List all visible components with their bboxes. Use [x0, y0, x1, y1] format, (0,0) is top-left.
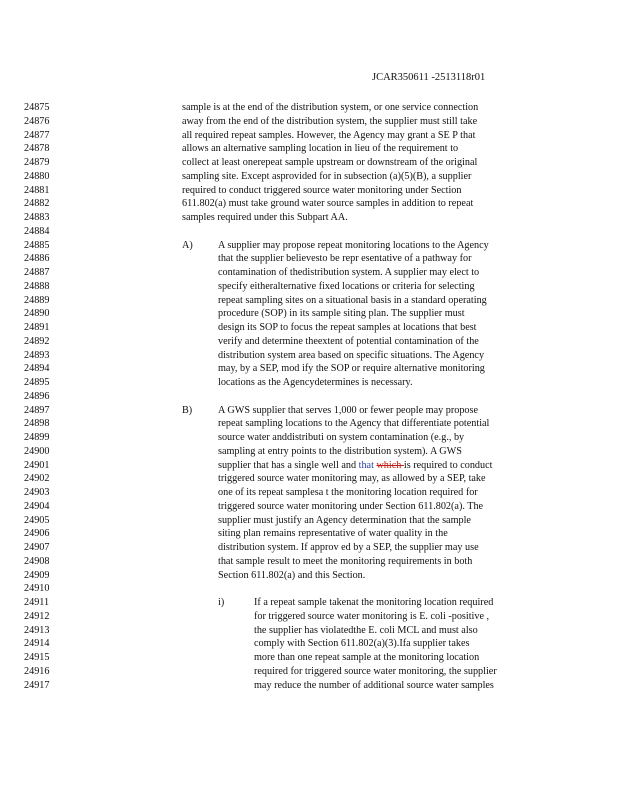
line-number: 24879 — [24, 157, 50, 168]
subsection-label: i) — [218, 597, 225, 608]
line-text: supplier that has a single well and that which is required to conduct — [218, 459, 493, 471]
line-number: 24897 — [24, 404, 50, 416]
line-text: contamination of thedistribution system. A supplier may elect to — [218, 267, 480, 278]
line-number: 24881 — [24, 184, 50, 196]
line-number: 24890 — [24, 308, 50, 320]
line-text: sampling at entry points to the distribution system). A GWS — [218, 445, 462, 457]
line-number: 24892 — [24, 335, 50, 347]
line-text: more than one repeat sample at the monitoring location — [254, 652, 480, 663]
line-number: 24911 — [24, 597, 50, 608]
line-text: siting plan remains representative of water quality in the — [218, 528, 448, 540]
line-text: distribution system area based on specific situations. The Agency — [218, 349, 485, 361]
line-number: 24877 — [24, 129, 50, 141]
line-number: 24882 — [24, 198, 50, 210]
line-text: supplier must justify an Agency determination that the sample — [218, 514, 471, 526]
line-text: triggered source water monitoring may, as allowed by a SEP, take — [218, 473, 486, 485]
line-text: all required repeat samples. However, the Agency may grant a SE P that — [182, 129, 476, 141]
line-number: 24896 — [24, 390, 50, 402]
line-number: 24876 — [24, 115, 50, 127]
line-text: sampling site. Except asprovided for in subsection (a)(5)(B), a supplier — [182, 170, 472, 182]
line-number: 24904 — [24, 500, 50, 512]
line-number: 24906 — [24, 528, 50, 540]
line-text: one of its repeat samplesa t the monitoring location required for — [218, 487, 478, 498]
line-number: 24905 — [24, 514, 50, 526]
line-number: 24916 — [24, 665, 50, 677]
line-text: triggered source water monitoring under Section 611.802(a). The — [218, 500, 484, 512]
line-number: 24894 — [24, 363, 50, 375]
line-text: allows an alternative sampling location in lieu of the requirement to — [182, 143, 459, 155]
line-number: 24878 — [24, 143, 50, 155]
line-number: 24917 — [24, 679, 50, 691]
line-text: that sample result to meet the monitoring requirements in both — [218, 555, 473, 567]
line-text: may reduce the number of additional source water samples — [254, 679, 494, 691]
line-text: the supplier has violatedthe E. coli MCL and must also — [254, 624, 478, 636]
line-text: comply with Section 611.802(a)(3).Ifa supplier takes — [254, 638, 470, 650]
line-text: required to conduct triggered source water monitoring under Section — [182, 184, 462, 196]
subsection-label: A) — [182, 239, 193, 251]
line-text: locations as the Agencydetermines is necessary. — [218, 377, 413, 388]
line-text: procedure (SOP) in its sample siting plan. The supplier must — [218, 308, 465, 320]
line-text: source water anddistributi on system contamination (e.g., by — [218, 432, 465, 443]
line-number: 24909 — [24, 569, 50, 581]
line-text: 611.802(a) must take ground water source samples in addition to repeat — [182, 198, 474, 210]
line-text: repeat sampling locations to the Agency that differentiate potential — [218, 418, 490, 430]
line-text: collect at least onerepeat sample upstream or downstream of the original — [182, 157, 478, 168]
line-number: 24901 — [24, 459, 50, 471]
line-text: A GWS supplier that serves 1,000 or fewer people may propose — [218, 404, 478, 416]
line-number: 24908 — [24, 555, 50, 567]
line-number: 24900 — [24, 445, 50, 457]
line-number: 24913 — [24, 624, 50, 636]
line-text: distribution system. If approv ed by a SEP, the supplier may use — [218, 542, 479, 553]
line-text: samples required under this Subpart AA. — [182, 212, 348, 223]
line-number: 24912 — [24, 610, 50, 622]
deleted-text: which — [376, 459, 404, 471]
line-number: 24899 — [24, 432, 50, 443]
line-number: 24885 — [24, 239, 50, 251]
line-text: away from the end of the distribution system, the supplier must still take — [182, 115, 478, 127]
line-number: 24884 — [24, 225, 50, 237]
line-text: design its SOP to focus the repeat samples at locations that best — [218, 322, 477, 333]
line-number: 24888 — [24, 280, 50, 292]
line-number: 24880 — [24, 170, 50, 182]
line-text: Section 611.802(a) and this Section. — [218, 569, 366, 581]
line-text: A supplier may propose repeat monitoring locations to the Agency — [218, 239, 489, 251]
line-number: 24891 — [24, 322, 50, 333]
line-text: repeat sampling sites on a situational basis in a standard operating — [218, 294, 487, 306]
line-number: 24903 — [24, 487, 50, 498]
line-number: 24915 — [24, 652, 50, 663]
line-text: If a repeat sample takenat the monitoring location required — [254, 597, 494, 608]
line-number: 24895 — [24, 377, 50, 388]
line-text: required for triggered source water monitoring, the supplier — [254, 665, 497, 677]
inserted-text: that — [358, 459, 374, 471]
line-number: 24914 — [24, 638, 50, 650]
line-number: 24887 — [24, 267, 50, 278]
line-number: 24893 — [24, 349, 50, 361]
line-number: 24910 — [24, 583, 50, 595]
line-number: 24875 — [24, 102, 50, 113]
line-number: 24883 — [24, 212, 50, 223]
line-text: sample is at the end of the distribution system, or one service connection — [182, 102, 479, 113]
line-text: verify and determine theextent of potential contamination of the — [218, 335, 479, 347]
document-id: JCAR350611 -2513118r01 — [372, 72, 486, 83]
line-number: 24886 — [24, 253, 50, 265]
line-number: 24902 — [24, 473, 50, 485]
line-text: for triggered source water monitoring is E. coli -positive , — [254, 610, 490, 622]
line-text: specify eitheralternative fixed locations or criteria for selecting — [218, 280, 475, 292]
line-number: 24907 — [24, 542, 50, 553]
line-number: 24898 — [24, 418, 50, 430]
line-text: that the supplier believesto be repr esentative of a pathway for — [218, 253, 472, 265]
line-number: 24889 — [24, 294, 50, 306]
subsection-label: B) — [182, 404, 193, 416]
line-text: may, by a SEP, mod ify the SOP or require alternative monitoring — [218, 363, 485, 375]
